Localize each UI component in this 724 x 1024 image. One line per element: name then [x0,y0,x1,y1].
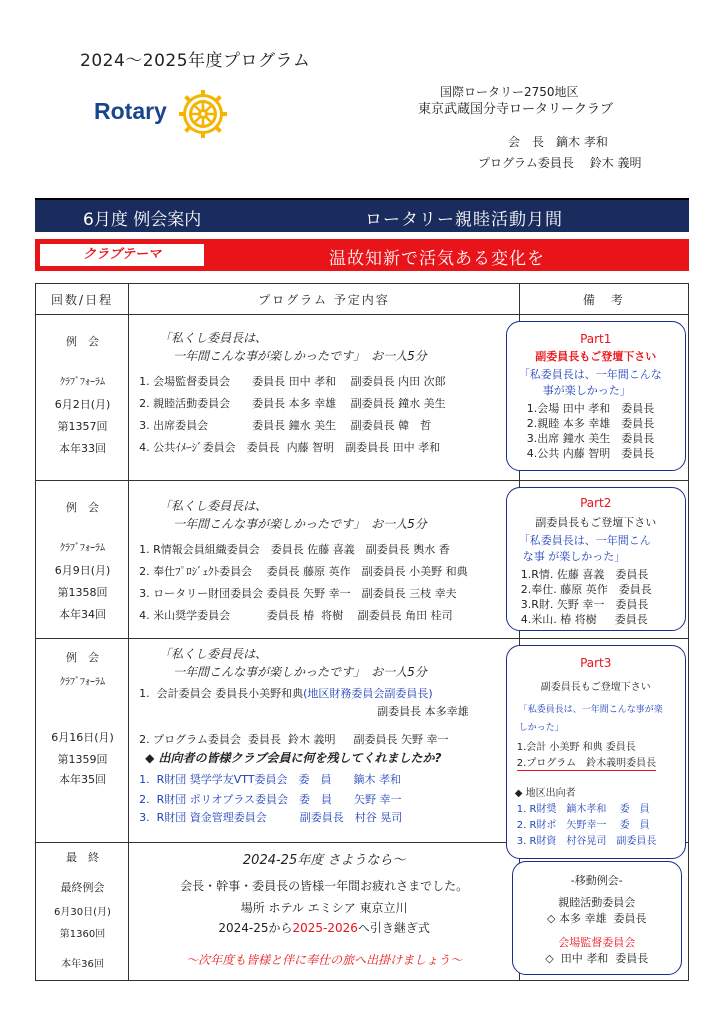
note-line: ◇ 田中 孝和 委員長 [545,952,649,965]
note-line: 親睦活動委員会 [558,896,636,909]
club-name: 東京武蔵国分寺ロータリークラブ [418,102,614,117]
part-label: Part1 [580,332,612,346]
rotary-wheel-icon [177,88,229,140]
note-line: 3.出席 鐘水 美生 委員長 [526,432,655,445]
meeting-type: 最 終 [66,851,99,864]
quote-line: 「私くし委員長は、 [159,647,268,661]
list-item: 1. R財団 奨学学友VTT委員会 委 員 鏑木 孝和 [139,773,402,786]
list-item: 3. R財団 資金管理委員会 副委員長 村谷 晃司 [139,811,403,824]
month-theme: ロータリー親睦活動月間 [365,210,563,230]
quote-line: 一年間こんな事が楽しかったです」 お一人5分 [173,349,427,363]
note-line: 2. R財ポ 矢野幸一 委 員 [516,820,650,831]
district-name: 国際ロータリー2750地区 [440,85,579,99]
note-sub: 副委員長もご登壇下さい [540,682,651,693]
club-theme-label: クラブテーマ [39,243,205,267]
meeting-number: 第1357回 [57,420,108,433]
meeting-type: 例 会 [66,335,99,348]
quote-line: 「私くし委員長は、 [159,499,268,513]
meeting-kind: ｸﾗﾌﾞﾌｫｰﾗﾑ [60,543,105,554]
note-box [512,861,682,975]
table-row [36,315,689,481]
note-sub: 副委員長もご登壇下さい [535,350,657,363]
note-line: 3. R財資 村谷晃司 副委員長 [516,836,657,847]
notes-cell [519,843,688,981]
note-line: 4.公共 内藤 智明 委員長 [526,447,655,460]
month-title: 6月度 例会案内 [83,210,202,230]
note-line: 1.会場 田中 孝和 委員長 [526,402,655,415]
meeting-number: 第1359回 [57,753,108,766]
meeting-date: 6月2日(月) [54,398,111,411]
meeting-number: 第1358回 [57,586,108,599]
list-item: 1. 会場監督委員会 委員長 田中 孝和 副委員長 内田 次郎 [139,375,446,388]
notes-cell [519,315,688,481]
notes-cell [514,639,688,847]
list-item: 2. 親睦活動委員会 委員長 本多 幸雄 副委員長 鐘水 美生 [139,397,446,410]
note-line: 4.米山. 椿 将樹 委員長 [520,613,648,626]
meeting-date: 6月16日(月) [51,731,114,744]
notes-cell [519,481,688,639]
note-line: ◇ 本多 幸雄 委員長 [547,912,647,925]
note-quote: 「私委員長は、一年間こん [518,534,651,547]
handover-line: 2024-25から2025-2026へ引き継ぎ式 [218,921,430,935]
note-dist-head: ◆ 地区出向者 [514,788,576,799]
meeting-kind: ｸﾗﾌﾞﾌｫｰﾗﾑ [60,377,105,388]
meeting-number: 第1360回 [59,929,106,940]
question-line: ◆ 出向者の皆様クラブ会員に何を残してくれましたか? [145,751,442,765]
president-line: 会 長 鏑木 孝和 [508,135,608,149]
list-item: 4. 公共ｲﾒｰｼﾞ委員会 委員長 内藤 智明 副委員長 田中 孝和 [139,441,441,454]
note-quote: しかった」 [518,723,564,733]
program-chair-line: プログラム委員長 鈴木 義明 [478,156,642,170]
note-quote: 「私委員長は、一年間こんな [518,368,662,381]
note-line: 2.奉仕. 藤原 英作 委員長 [520,583,652,596]
note-line: 2.親睦 本多 幸雄 委員長 [526,417,655,430]
note-line: 3.R財. 矢野 幸一 委員長 [520,598,649,611]
list-item: 1. R情報会員組織委員会 委員長 佐藤 喜義 副委員長 輿水 香 [139,543,450,556]
header-notes: 備 考 [519,284,688,315]
program-cell [129,843,520,981]
farewell-line: 会長・幹事・委員長の皆様一年間お疲れさまでした。 [180,879,469,893]
header-schedule: 回数/日程 [36,284,129,315]
note-line: 2.プログラム 鈴木義明委員長 [517,754,656,771]
note-line: 1.R情. 佐藤 喜義 委員長 [520,568,649,581]
program-table [35,283,689,981]
slogan-line: ～次年度も皆様と伴に奉仕の旅へ出掛けましょう～ [186,953,463,967]
list-item: 副委員長 本多幸雄 [377,705,469,718]
quote-line: 「私くし委員長は、 [159,331,268,345]
note-quote: 「私委員長は、一年間こんな事が楽 [518,705,663,715]
meeting-count: 本年36回 [61,959,104,970]
list-item: 2. プログラム委員会 委員長 鈴木 義明 副委員長 矢野 幸一 [139,733,449,746]
club-theme-motto: 温故知新で活気ある変化を [329,249,545,269]
note-quote: 事が楽しかった」 [542,384,631,397]
schedule-cell [36,315,129,481]
note-line: 会場監督委員会 [558,936,636,949]
part-label: Part2 [580,496,612,510]
table-row [36,639,689,843]
meeting-kind: ｸﾗﾌﾞﾌｫｰﾗﾑ [60,677,105,688]
rotary-logo-text: Rotary [94,98,167,124]
meeting-kind: 最終例会 [60,881,105,894]
schedule-cell [36,481,129,639]
note-sub: 副委員長もご登壇下さい [535,516,657,529]
page-title: 2024～2025年度プログラム [80,51,311,71]
schedule-cell [36,843,129,981]
meeting-count: 本年33回 [59,442,106,455]
quote-line: 一年間こんな事が楽しかったです」 お一人5分 [173,517,427,531]
note-quote: な事 が楽しかった」 [522,550,626,563]
month-banner [35,198,689,232]
note-line: 1.会計 小美野 和典 委員長 [516,742,636,753]
note-box [506,645,686,859]
officers [478,132,642,174]
part-label: Part3 [580,656,612,670]
table-row [36,843,689,981]
list-item: 2. R財団 ポリオプラス委員会 委 員 矢野 幸一 [139,793,402,806]
table-row [36,481,689,639]
quote-line: 一年間こんな事が楽しかったです」 お一人5分 [173,665,427,679]
header-program: プログラム 予定内容 [129,284,520,315]
program-cell [129,481,520,639]
note-head: -移動例会- [570,874,623,887]
club-theme-bar [35,239,689,271]
list-item: 3. ロータリー財団委員会 委員長 矢野 幸一 副委員長 三枝 幸夫 [139,587,457,600]
program-cell [129,315,520,481]
meeting-date: 6月9日(月) [54,564,111,577]
table-header-row [36,284,689,315]
note-box [506,321,686,471]
list-item: 1. 会計委員会 委員長小美野和典(地区財務委員会副委員長) [139,687,433,700]
farewell-title: 2024-25年度 さようなら～ [242,853,406,868]
note-line: 1. R財奨 鏑木孝和 委 員 [516,804,650,815]
meeting-count: 本年34回 [59,608,106,621]
venue-line: 場所 ホテル エミシア 東京立川 [240,901,408,915]
list-item: 3. 出席委員会 委員長 鐘水 美生 副委員長 韓 哲 [139,419,432,432]
meeting-type: 例 会 [66,501,99,514]
schedule-cell [36,639,129,843]
meeting-date: 6月30日(月) [54,907,111,918]
list-item: 2. 奉仕ﾌﾟﾛｼﾞｪｸﾄ委員会 委員長 藤原 英作 副委員長 小美野 和典 [139,565,468,578]
meeting-type: 例 会 [66,651,99,664]
meeting-count: 本年35回 [59,773,106,786]
program-cell [129,639,520,843]
note-box [506,487,686,631]
list-item: 4. 米山奨学委員会 委員長 椿 将樹 副委員長 角田 桂司 [139,609,453,622]
club-info [418,84,614,118]
